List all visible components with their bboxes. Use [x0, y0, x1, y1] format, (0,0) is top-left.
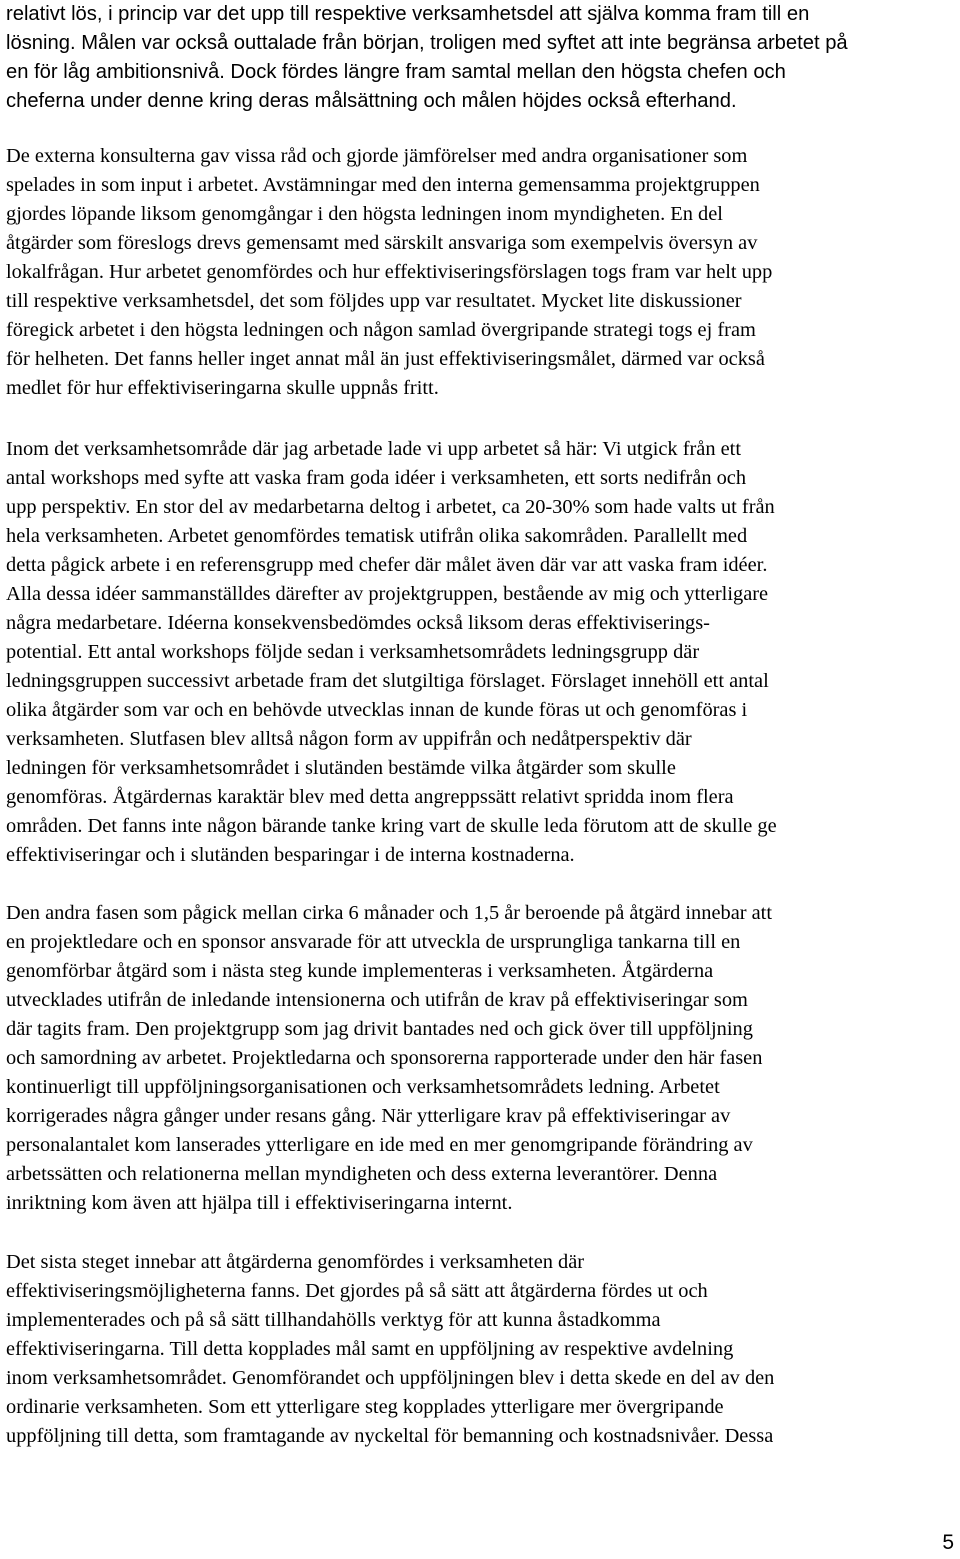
text-line: Inom det verksamhetsområde där jag arbetade lade vi upp arbetet så här: Vi utgick från ett — [6, 438, 742, 460]
text-line: ledningsgruppen successivt arbetade fram det slutgiltiga förslaget. Förslaget innehöll ett antal — [6, 670, 769, 692]
paragraph — [6, 0, 960, 116]
text-line: Det sista steget innebar att åtgärderna genomfördes i verksamheten där — [6, 1251, 585, 1273]
paragraph — [6, 899, 960, 1218]
text-line: relativt lös, i princip var det upp till respektive verksamhetsdel att själva komma fram till en — [6, 3, 810, 25]
text-line: cheferna under denne kring deras målsättning och målen höjdes också efterhand. — [6, 90, 737, 112]
text-line: Alla dessa idéer sammanställdes därefter av projektgruppen, bestående av mig och ytterligare — [6, 583, 769, 605]
text-line: hela verksamheten. Arbetet genomfördes tematisk utifrån olika sakområden. Parallellt med — [6, 525, 748, 547]
text-line: där tagits fram. Den projektgrupp som jag drivit bantades ned och gick över till uppföljning — [6, 1018, 753, 1040]
text-line: gjordes löpande liksom genomgångar i den högsta ledningen inom myndigheten. En del — [6, 203, 723, 225]
text-line: implementerades och på så sätt tillhandahölls verktyg för att kunna åstadkomma — [6, 1309, 661, 1331]
text-line: några medarbetare. Idéerna konsekvensbedömdes också liksom deras effektiviserings- — [6, 612, 710, 634]
paragraph — [6, 142, 960, 403]
text-line: korrigerades några gånger under resans gång. När ytterligare krav på effektiviseringar av — [6, 1105, 731, 1127]
text-line: detta pågick arbete i en referensgrupp med chefer där målet även där var att vaska fram idéer. — [6, 554, 768, 576]
text-line: antal workshops med syfte att vaska fram goda idéer i verksamheten, ett sorts nedifrån och — [6, 467, 747, 489]
text-line: kontinuerligt till uppföljningsorganisationen och verksamhetsområdets ledning. Arbetet — [6, 1076, 720, 1098]
text-line: en projektledare och en sponsor ansvarade för att utveckla de ursprungliga tankarna till en — [6, 931, 741, 953]
text-line: inom verksamhetsområdet. Genomförandet och uppföljningen blev i detta skede en del av den — [6, 1367, 775, 1389]
text-line: och samordning av arbetet. Projektledarna och sponsorerna rapporterade under den här fasen — [6, 1047, 763, 1069]
text-line: verksamheten. Slutfasen blev alltså någon form av uppifrån och nedåtperspektiv där — [6, 728, 692, 750]
text-line: uppföljning till detta, som framtagande av nyckeltal för bemanning och kostnadsnivåer. Dessa — [6, 1425, 774, 1447]
text-line: genomförbar åtgärd som i nästa steg kunde implementeras i verksamheten. Åtgärderna — [6, 960, 714, 982]
text-line: lösning. Målen var också outtalade från början, troligen med syftet att inte begränsa arbetet på — [6, 32, 848, 54]
text-line: inriktning kom även att hjälpa till i effektiviseringarna internt. — [6, 1192, 513, 1214]
text-line: för helheten. Det fanns heller inget annat mål än just effektiviseringsmålet, därmed var också — [6, 348, 765, 370]
page-number: 5 — [942, 1531, 954, 1554]
text-line: till respektive verksamhetsdel, det som följdes upp var resultatet. Mycket lite diskussioner — [6, 290, 742, 312]
text-line: ledningen för verksamhetsområdet i slutänden bestämde vilka åtgärder som skulle — [6, 757, 676, 779]
text-line: potential. Ett antal workshops följde sedan i verksamhetsområdets ledningsgrupp där — [6, 641, 700, 663]
text-line: arbetssätten och relationerna mellan myndigheten och dess externa leverantörer. Denna — [6, 1163, 718, 1185]
text-line: lokalfrågan. Hur arbetet genomfördes och hur effektiviseringsförslagen togs fram var helt upp — [6, 261, 773, 283]
text-line: medlet för hur effektiviseringarna skulle uppnås fritt. — [6, 377, 439, 399]
text-line: spelades in som input i arbetet. Avstämningar med den interna gemensamma projektgruppen — [6, 174, 760, 196]
text-line: personalantalet kom lanserades ytterligare en ide med en mer genomgripande förändring av — [6, 1134, 753, 1156]
text-line: De externa konsulterna gav vissa råd och gjorde jämförelser med andra organisationer som — [6, 145, 748, 167]
text-line: föregick arbetet i den högsta ledningen och någon samlad övergripande strategi togs ej fram — [6, 319, 756, 341]
paragraph — [6, 435, 960, 870]
text-line: åtgärder som föreslogs drevs gemensamt med särskilt ansvariga som exempelvis översyn av — [6, 232, 758, 254]
text-line: en för låg ambitionsnivå. Dock fördes längre fram samtal mellan den högsta chefen och — [6, 61, 786, 83]
text-line: utvecklades utifrån de inledande intensionerna och utifrån de krav på effektiviseringar som — [6, 989, 748, 1011]
text-line: effektiviseringsmöjligheterna fanns. Det gjordes på så sätt att åtgärderna fördes ut och — [6, 1280, 708, 1302]
text-line: olika åtgärder som var och en behövde utvecklas innan de kunde föras ut och genomföras i — [6, 699, 748, 721]
text-line: genomföras. Åtgärdernas karaktär blev med detta angreppssätt relativt spridda inom flera — [6, 786, 734, 808]
text-line: ordinarie verksamheten. Som ett ytterligare steg kopplades ytterligare mer övergripande — [6, 1396, 724, 1418]
text-line: upp perspektiv. En stor del av medarbetarna deltog i arbetet, ca 20-30% som hade valts ut från — [6, 496, 775, 518]
text-line: effektiviseringar och i slutänden besparingar i de interna kostnaderna. — [6, 844, 575, 866]
text-line: Den andra fasen som pågick mellan cirka 6 månader och 1,5 år beroende på åtgärd innebar att — [6, 902, 773, 924]
paragraph — [6, 1248, 960, 1451]
text-line: effektiviseringarna. Till detta kopplades mål samt en uppföljning av respektive avdelning — [6, 1338, 734, 1360]
text-line: områden. Det fanns inte någon bärande tanke kring vart de skulle leda förutom att de skulle ge — [6, 815, 777, 837]
